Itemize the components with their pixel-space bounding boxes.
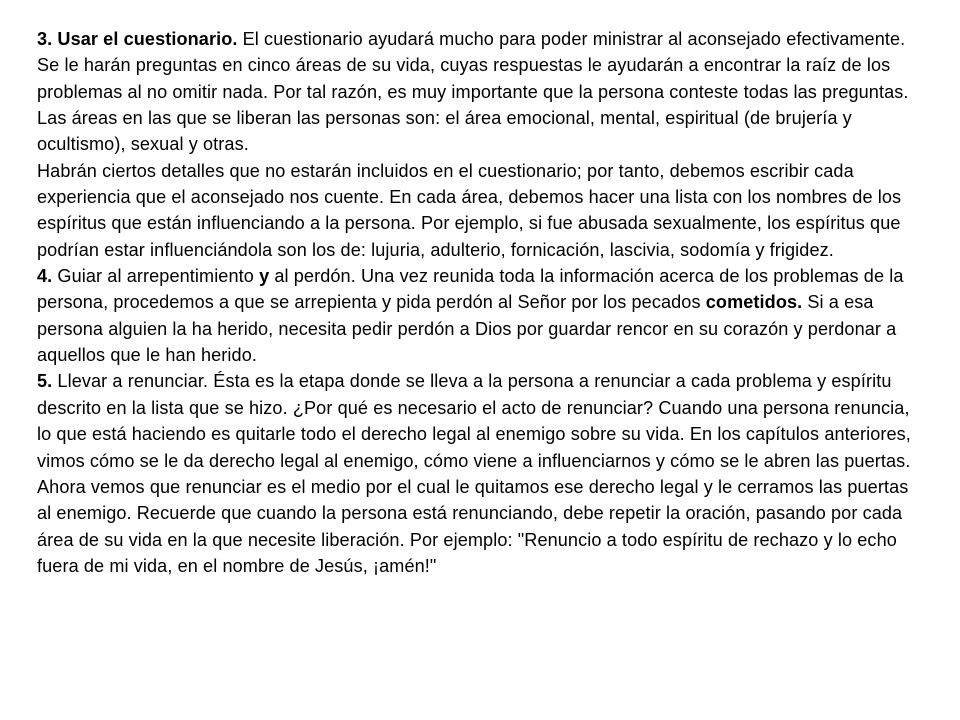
section-3-heading: 3. Usar el cuestionario. [37, 29, 238, 49]
section-5-number: 5. [37, 371, 53, 392]
section-4-number: 4. [37, 266, 53, 287]
areas-paragraph: Las áreas en las que se liberan las personas son: el área emocional, mental, espiritual (de brujería y ocultismo), sexual y otras. [37, 108, 852, 155]
section-4-text-c: Si a esa persona alguien la ha herido, necesita pedir perdón a Dios por guardar rencor en su corazón y perdonar a aquellos que le han herido. [37, 292, 897, 366]
section-4-text-a: Guiar al arrepentimiento [52, 266, 260, 287]
section-4-text-b: al perdón. Una vez reunida toda la información acerca de los problemas de la persona, procedemos a que se arrepienta y pida perdón al Señor por los pecados [37, 266, 904, 313]
section-5-paragraph [37, 368, 927, 579]
section-4-bold-y: y [259, 266, 270, 287]
section-4-paragraph [37, 263, 927, 368]
section-5-text: Llevar a renunciar. Ésta es la etapa donde se lleva a la persona a renunciar a cada problema y espíritu descrito en la lista que se hizo. ¿Por qué es necesario el acto de renunciar? Cuando una persona renuncia, lo que está haciendo es quitarle todo el derecho legal al enemigo sobre su vida. En los capítulos anteriores, vimos cómo se le da derecho legal al enemigo, cómo viene a influenciarnos y cómo se le abren las puertas. Ahora vemos que renunciar es el medio por el cual le quitamos ese derecho legal y le cerramos las puertas al enemigo. Recuerde que cuando la persona está renunciando, debe repetir la oración, pasando por cada área de su vida en la que necesite liberación. Por ejemplo: "Renuncio a todo espíritu de rechazo y lo echo fuera de mi vida, en el nombre de Jesús, ¡amén!" [37, 371, 911, 576]
section-4-bold-cometidos: cometidos. [705, 292, 803, 313]
section-3-text: El cuestionario ayudará mucho para poder ministrar al aconsejado efectivamente. Se le harán preguntas en cinco áreas de su vida, cuyas respuestas le ayudarán a encontrar la raíz de los problemas al no omitir nada. Por tal razón, es muy importante que la persona conteste todas las preguntas. [37, 29, 909, 102]
section-3-paragraph [37, 26, 927, 105]
document-body [37, 26, 927, 579]
details-paragraph: Habrán ciertos detalles que no estarán incluidos en el cuestionario; por tanto, debemos escribir cada experiencia que el aconsejado nos cuente. En cada área, debemos hacer una lista con los nombres de los espíritus que están influenciando a la persona. Por ejemplo, si fue abusada sexualmente, los espíritus que podrían estar influenciándola son los de: lujuria, adulterio, fornicación, lascivia, sodomía y frigidez. [37, 160, 902, 260]
